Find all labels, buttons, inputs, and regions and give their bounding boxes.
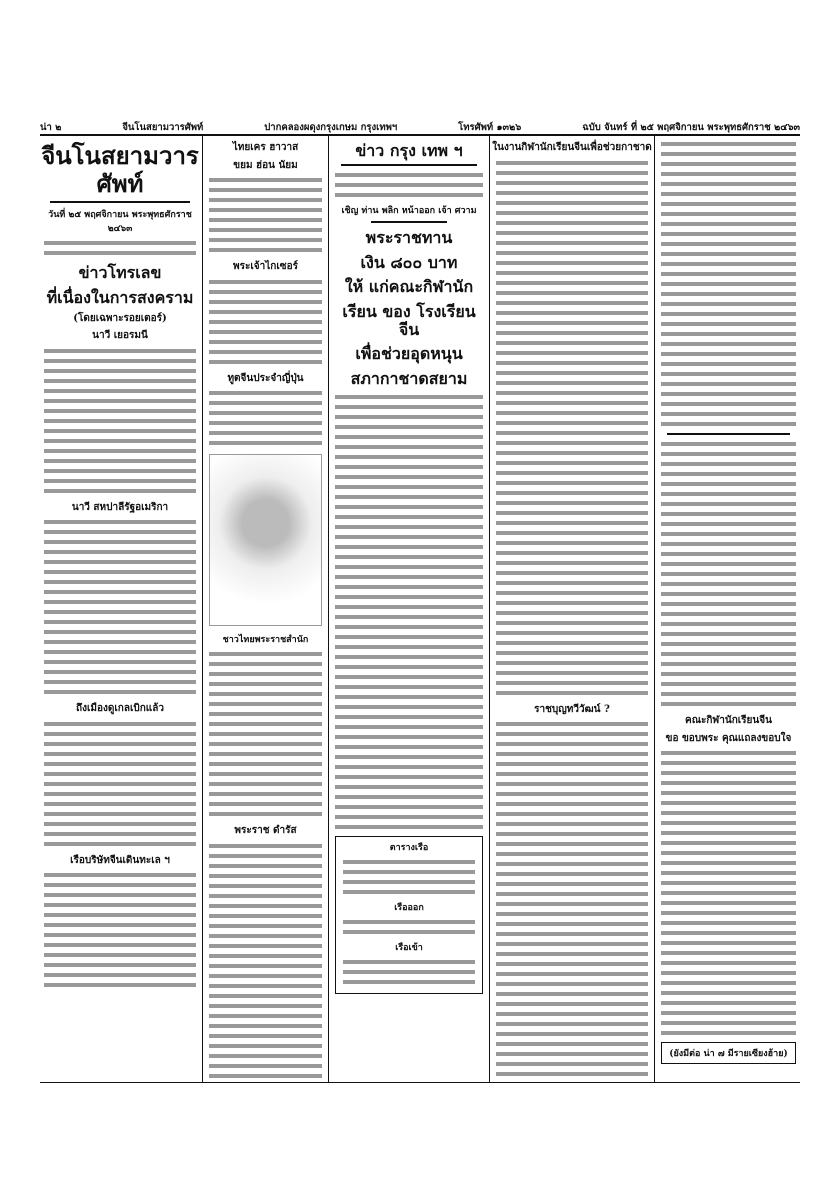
column-divider [328, 136, 329, 1082]
masthead: จีนโนสยามวารศัพท์ [41, 141, 199, 198]
headline-line: เงิน ๘๐๐ บาท [360, 252, 458, 272]
subheading: คณะกิฬานักเรียนจีน [685, 715, 772, 726]
phone: โทรศัพท์ ๑๓๒๖ [458, 122, 522, 133]
footer-rule [40, 1082, 800, 1083]
address: ปากคลองผดุงกรุงเกษม กรุงเทพฯ [264, 122, 398, 133]
headline: ที่เนื่องในการสงคราม [46, 287, 194, 307]
column-4 [492, 136, 652, 1082]
page-number: น่า ๒ [40, 122, 62, 133]
subheading: พระเจ้าไกเซอร์ [233, 261, 298, 272]
issue-date: ฉบับ จันทร์ ที่ ๒๕ พฤศจิกายน พระพุทธศักราช ๒๔๖๓ [582, 122, 800, 133]
headline-line: สภากาชาดสยาม [350, 368, 468, 388]
dateline: วันที่ ๒๕ พฤศจิกายน พระพุทธศักราช ๒๔๖๓ [48, 210, 192, 235]
page-header [40, 120, 800, 135]
illustration [209, 454, 322, 626]
paper-name: จีนโนสยามวารศัพท์ [122, 122, 204, 133]
subheading: นาวี สหปาลีรัฐอเมริกา [71, 501, 169, 513]
headline: ในงานกิฬานักเรียนจีนเพื่อช่วยกาชาด [492, 142, 652, 153]
headline-line: พระราชทาน [365, 228, 453, 248]
headline: ข่าวโทรเลข [78, 263, 162, 283]
subheading: (โดยเฉพาะรอยเตอร์) [73, 312, 167, 324]
table-subtitle: เรือเข้า [395, 943, 423, 954]
column-5 [657, 136, 800, 1082]
section-title: ข่าว กรุง เทพ ฯ [355, 141, 463, 160]
shipping-table [335, 836, 483, 994]
column-divider [654, 136, 655, 1082]
column-3 [331, 136, 487, 1082]
subheading: ราชบุญทวีวัฒน์ ? [534, 703, 610, 715]
column-2 [205, 136, 326, 1082]
continued-note: (ยังมีต่อ น่า ๗ มีรายเซียงฮ้าย) [661, 1042, 796, 1064]
column-1 [40, 136, 200, 1082]
figure-caption: ชาวไทยพระราชสำนัก [222, 635, 309, 645]
headline-line: เพื่อช่วยอุดหนุน [355, 344, 463, 364]
subheading: ทูตจีนประจำญี่ปุ่น [227, 372, 304, 384]
subheading: ไทยเคร ฮาวาส [232, 142, 299, 153]
table-title: ตารางเรือ [389, 843, 429, 854]
subheading: เรือบริษัทจีนเดินทะเล ฯ [70, 854, 170, 866]
subheading: ถึงเมืองดูเกลเบิกแล้ว [76, 703, 164, 715]
headline-line: ให้ แก่คณะกิฬานัก [344, 277, 474, 297]
headline-line: เรียน ของ โรงเรียน จีน [342, 301, 476, 339]
subheading: นาวี เยอรมนี [92, 330, 148, 342]
subheading: ขอ ขอบพระ คุณแถลงขอบใจ [665, 732, 792, 744]
column-divider [202, 136, 203, 1082]
subheading: พระราช ดำรัส [234, 825, 297, 836]
note: เชิญ ท่าน พลิก หน้าออก เจ้า ศวาม [341, 206, 477, 217]
column-divider [489, 136, 490, 1082]
subheading: ขยม ฮ่อน นัยม [233, 159, 298, 171]
table-subtitle: เรือออก [394, 903, 424, 914]
